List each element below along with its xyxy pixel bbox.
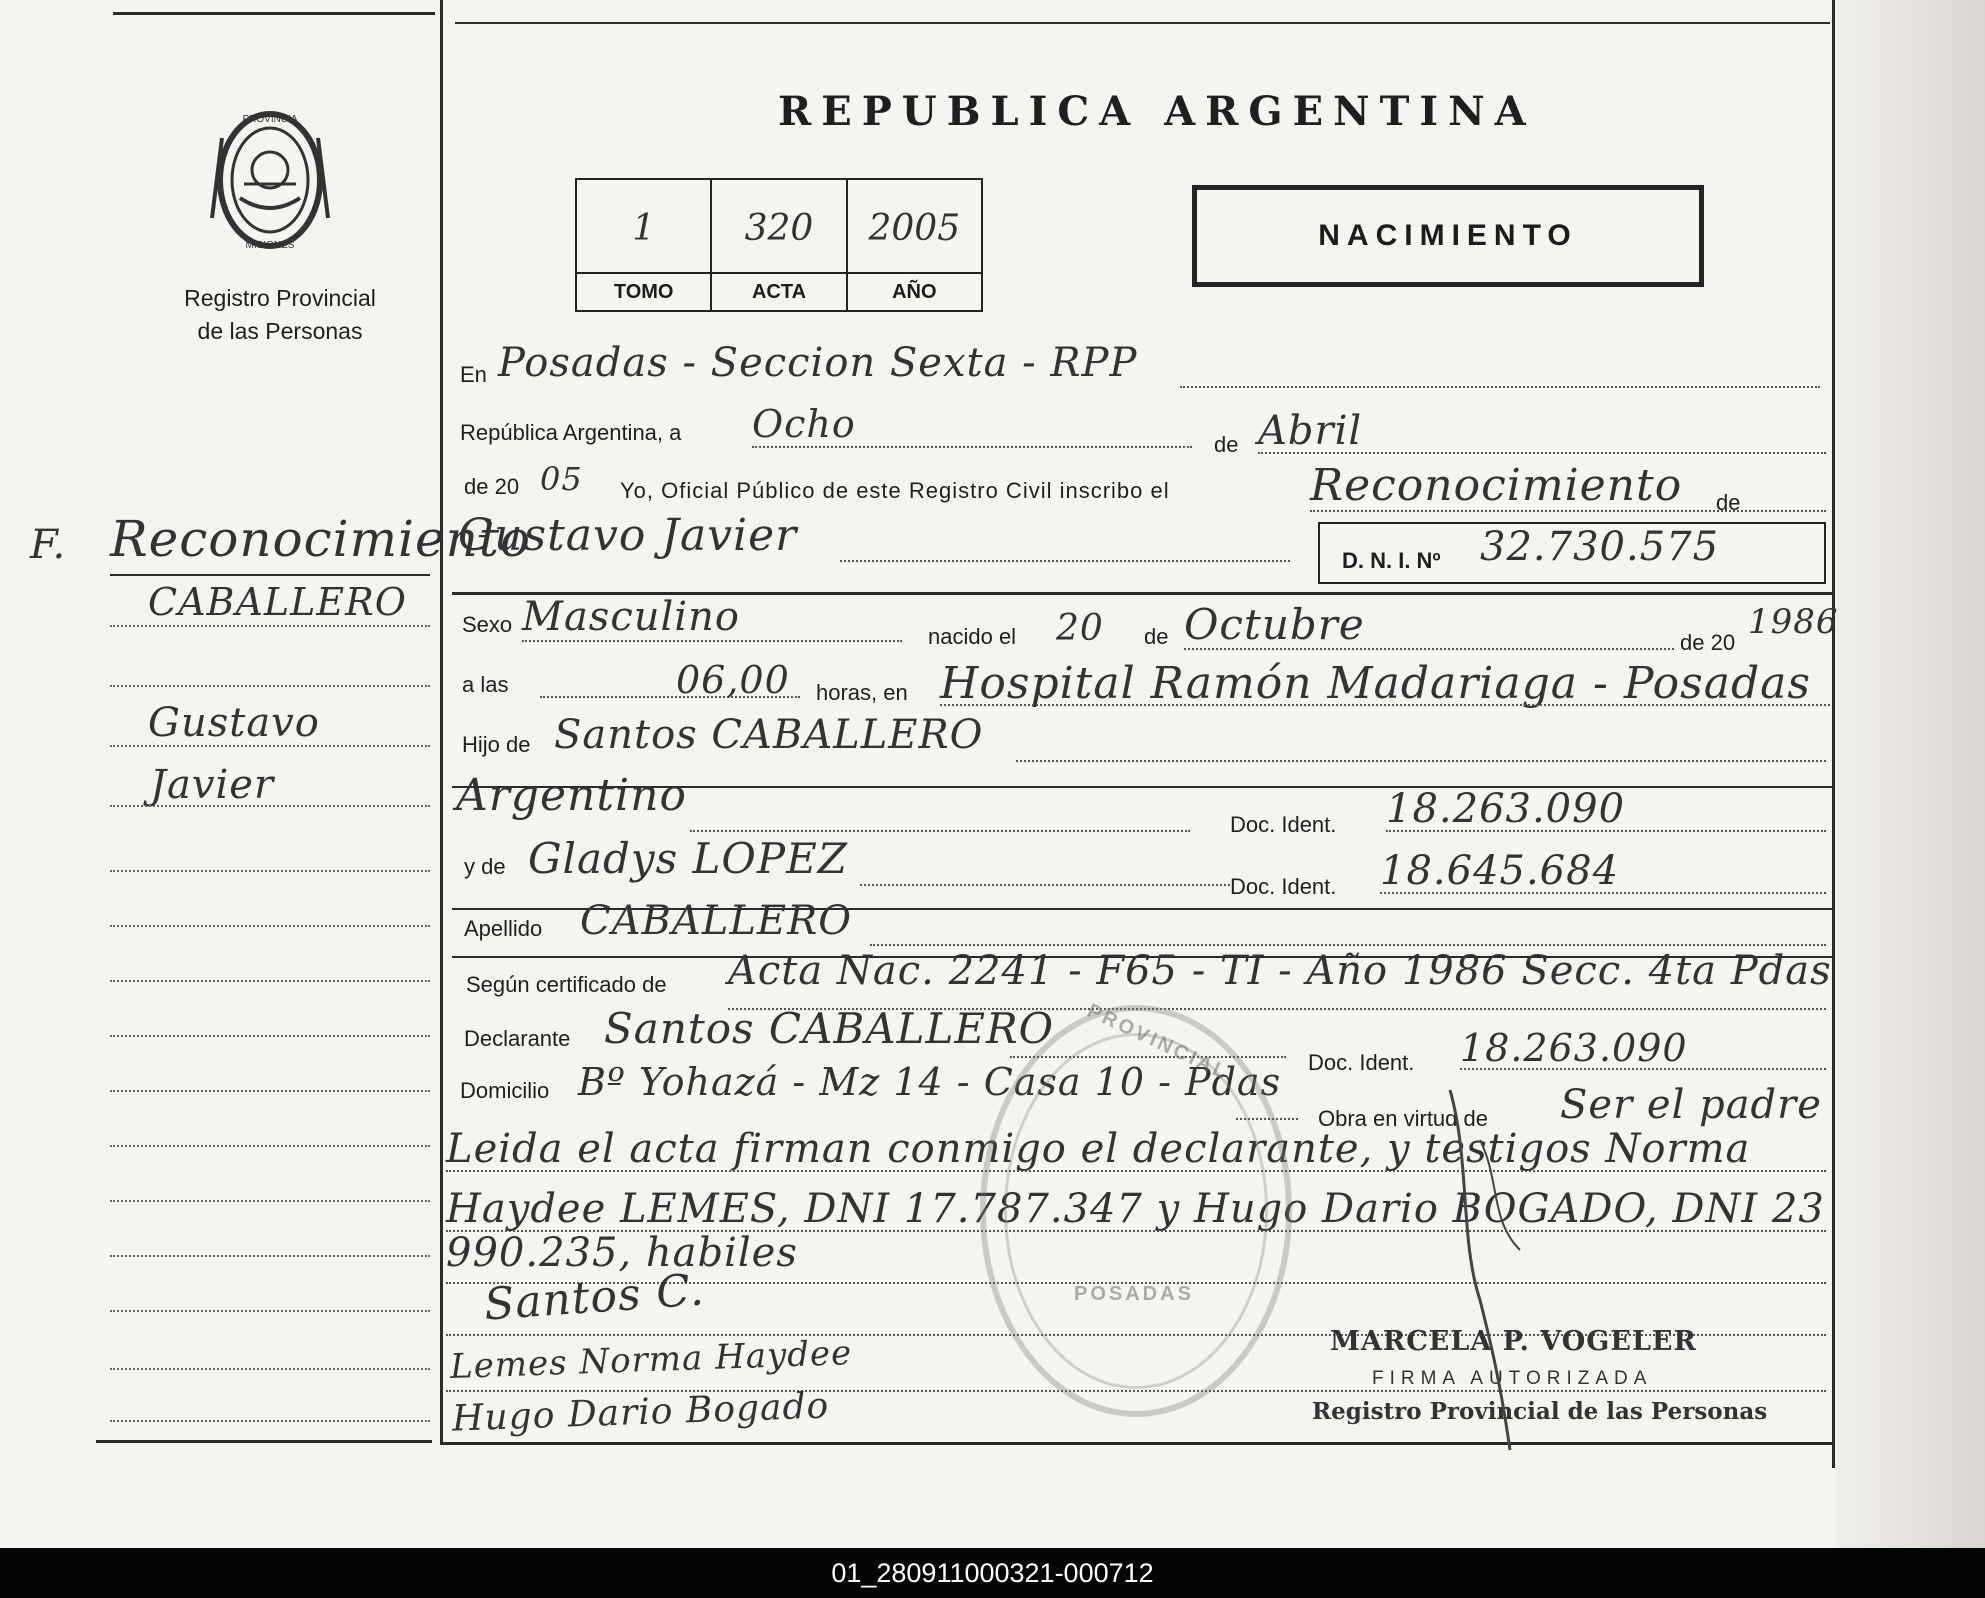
mother-value: Gladys LOPEZ	[528, 834, 848, 883]
dni-label: D. N. I. Nº	[1342, 548, 1441, 573]
apellido-label: Apellido	[464, 916, 543, 941]
place-value: Posadas - Seccion Sexta - RPP	[498, 340, 1138, 386]
reading-line-1: Leida el acta firman conmigo el declarante, y testigos Norma	[446, 1126, 1751, 1172]
reading-line-2: Haydee LEMES, DNI 17.787.347 y Hugo Dario BOGADO, DNI 23	[446, 1186, 1825, 1232]
seal-text-top: PROVINCIAL	[1083, 999, 1233, 1085]
de-label-3: de	[1144, 624, 1169, 649]
left-bottom-rule	[96, 1440, 432, 1443]
tomo-label: TOMO	[577, 272, 710, 310]
acta-cell	[712, 180, 847, 310]
fill-line	[752, 446, 1192, 448]
birth-day-value: 20	[1056, 608, 1104, 649]
birth-year-label: de 20	[1680, 630, 1736, 655]
margin-line	[110, 805, 430, 807]
hijo-label: Hijo de	[462, 732, 531, 757]
fill-line	[1016, 760, 1826, 762]
fill-line	[860, 884, 1230, 886]
margin-name2: Javier	[150, 762, 275, 808]
file-id-bar: 01_280911000321-000712	[0, 1548, 1985, 1598]
margin-line	[110, 1035, 430, 1037]
father-doc-value: 18.263.090	[1386, 786, 1626, 832]
fill-line	[1380, 892, 1826, 894]
margin-line	[110, 1420, 430, 1422]
act-kind-value: Reconocimiento	[1310, 460, 1683, 511]
declarante-value: Santos CABALLERO	[604, 1004, 1055, 1053]
record-table	[575, 178, 983, 312]
birth-month-value: Octubre	[1184, 600, 1365, 649]
month-value: Abril	[1258, 408, 1363, 454]
right-border	[1832, 0, 1835, 1468]
birth-place-value: Hospital Ramón Madariaga - Posadas	[940, 658, 1811, 709]
de-label: de	[1214, 432, 1239, 457]
y-de-label: y de	[464, 854, 506, 879]
father-value: Santos CABALLERO	[554, 712, 984, 758]
reading-line-3: 990.235, habiles	[446, 1230, 798, 1276]
country-title: REPUBLICA ARGENTINA	[778, 88, 1536, 135]
obra-value: Ser el padre	[1560, 1082, 1822, 1128]
margin-name1: Gustavo	[148, 700, 320, 746]
fill-line	[840, 560, 1290, 562]
fill-line	[1460, 1068, 1826, 1070]
left-top-rule	[113, 12, 435, 15]
misiones-emblem-icon	[200, 98, 340, 258]
registry-name-line2: de las Personas	[197, 318, 363, 344]
acta-value: 320	[744, 208, 814, 249]
fill-line	[870, 944, 1826, 946]
margin-note: Reconocimiento	[110, 510, 532, 568]
emblem-top-text: PROVINCIA	[242, 114, 298, 125]
dni-value: 32.730.575	[1480, 524, 1720, 570]
act-type-box: NACIMIENTO	[1192, 185, 1704, 287]
margin-surname: CABALLERO	[148, 580, 407, 624]
seal-text-city: POSADAS	[1074, 1283, 1194, 1305]
anio-label: AÑO	[848, 272, 981, 310]
fill-line	[1258, 452, 1826, 454]
margin-line	[110, 1200, 430, 1202]
official-seal-inner-ring	[1004, 1033, 1268, 1389]
de-label-2: de	[1716, 490, 1741, 515]
segun-label: Según certificado de	[466, 972, 667, 997]
margin-line	[110, 1310, 430, 1312]
margin-note-underline	[110, 574, 430, 576]
margin-prefix: F.	[30, 522, 67, 568]
domicilio-value: Bº Yohazá - Mz 14 - Casa 10 - Pdas	[578, 1060, 1282, 1104]
en-label: En	[460, 362, 487, 387]
fill-line	[1310, 510, 1826, 512]
sexo-value: Masculino	[522, 594, 740, 640]
margin-line	[110, 1368, 430, 1370]
declarante-label: Declarante	[464, 1026, 571, 1051]
declarante-doc-value: 18.263.090	[1460, 1026, 1688, 1070]
day-value: Ocho	[752, 402, 856, 446]
margin-line	[110, 980, 430, 982]
birth-year-value: 1986	[1748, 602, 1839, 642]
signature-witness-1: Lemes Norma Haydee	[449, 1332, 853, 1388]
anio-value: 2005	[868, 208, 961, 249]
anio-cell	[848, 180, 981, 310]
nacido-label: nacido el	[928, 624, 1017, 649]
hour-value: 06,00	[676, 658, 790, 702]
mother-doc-label: Doc. Ident.	[1230, 874, 1337, 899]
official-signature-stroke	[1430, 1080, 1570, 1460]
declarante-doc-label: Doc. Ident.	[1308, 1050, 1415, 1075]
obra-label: Obra en virtud de	[1318, 1106, 1488, 1131]
sexo-label: Sexo	[462, 612, 513, 637]
bottom-rule	[440, 1442, 1832, 1445]
signature-witness-2: Hugo Dario Bogado	[451, 1385, 830, 1440]
year-suffix: 05	[540, 460, 583, 498]
father-nat-value: Argentino	[456, 770, 687, 821]
registry-name-line1: Registro Provincial	[184, 285, 376, 311]
fill-line	[940, 704, 1830, 706]
emblem-bottom-text: MISIONES	[245, 240, 295, 251]
person-name-value: Gustavo Javier	[458, 510, 798, 561]
margin-line	[110, 1255, 430, 1257]
margin-line	[110, 925, 430, 927]
republic-label: República Argentina, a	[460, 420, 682, 445]
fill-line	[522, 640, 902, 642]
official-name: MARCELA P. VOGELER	[1330, 1326, 1697, 1357]
signature-declarante: Santos C.	[482, 1264, 707, 1331]
margin-line	[110, 1145, 430, 1147]
margin-line	[110, 625, 430, 627]
fill-line	[690, 830, 1190, 832]
horas-label: horas, en	[816, 680, 908, 705]
a-las-label: a las	[462, 672, 509, 697]
inscribe-text: Yo, Oficial Público de este Registro Civil inscribo el	[620, 478, 1170, 503]
mother-doc-value: 18.645.684	[1380, 848, 1620, 894]
top-rule	[455, 22, 1830, 24]
year-prefix: de 20	[464, 474, 520, 499]
official-org: Registro Provincial de las Personas	[1312, 1398, 1768, 1425]
tomo-value: 1	[632, 208, 656, 249]
acta-label: ACTA	[712, 272, 845, 310]
margin-line	[110, 685, 430, 687]
official-seal	[980, 999, 1292, 1417]
official-role: FIRMA AUTORIZADA	[1372, 1368, 1653, 1389]
father-doc-label: Doc. Ident.	[1230, 812, 1337, 837]
tomo-cell	[577, 180, 712, 310]
apellido-value: CABALLERO	[580, 898, 853, 944]
margin-line	[110, 745, 430, 747]
certificado-value: Acta Nac. 2241 - F65 - TI - Año 1986 Secc. 4ta Pdas	[728, 948, 1832, 994]
margin-line	[110, 1090, 430, 1092]
fill-line	[1184, 648, 1674, 650]
fill-line	[1386, 830, 1826, 832]
column-divider	[440, 0, 443, 1445]
domicilio-label: Domicilio	[460, 1078, 550, 1103]
page-edge-shadow	[1835, 0, 1985, 1548]
fill-line	[1180, 386, 1820, 388]
margin-line	[110, 870, 430, 872]
